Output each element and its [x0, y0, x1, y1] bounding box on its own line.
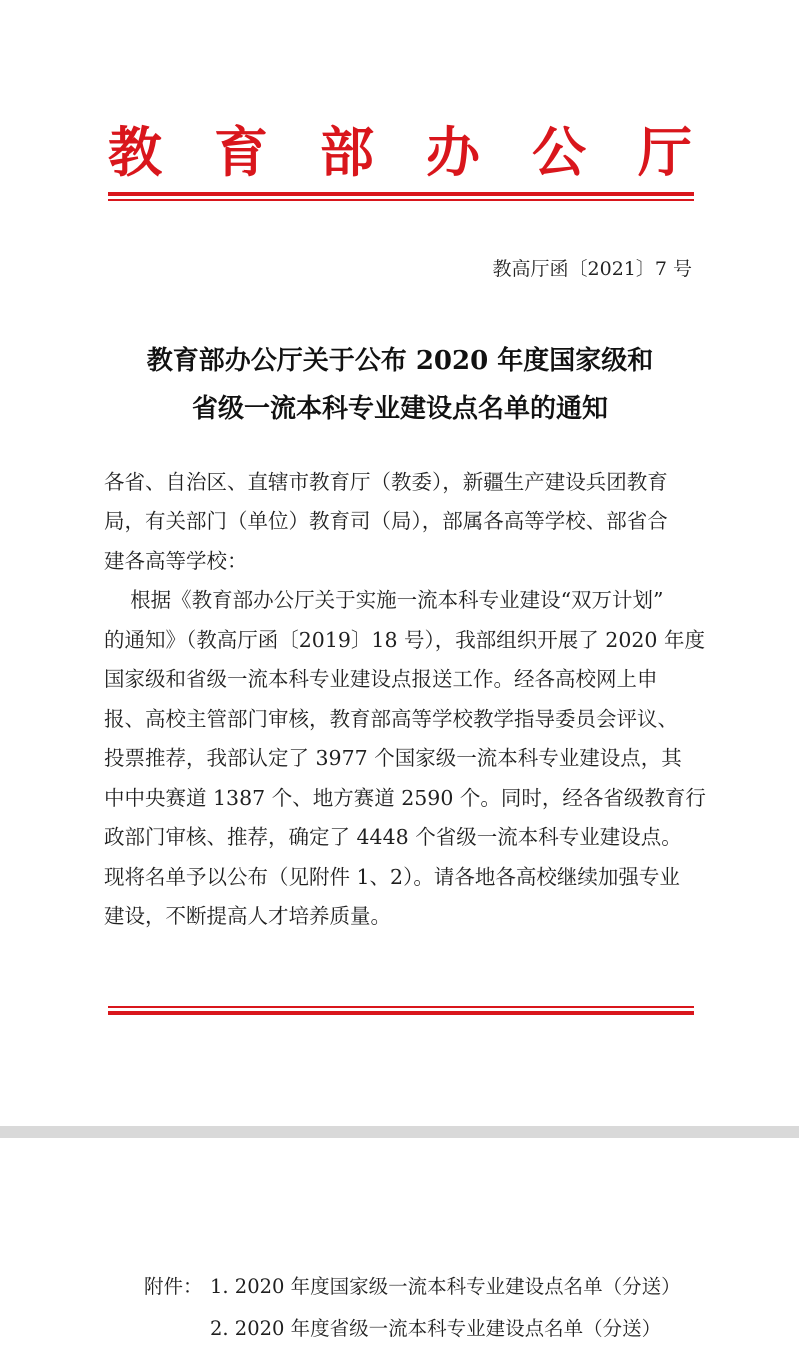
attachment-item: 2. 2020 年度省级一流本科专业建设点名单（分送） — [210, 1317, 662, 1340]
header-char: 教 — [108, 119, 162, 184]
attachment-item: 1. 2020 年度国家级一流本科专业建设点名单（分送） — [210, 1275, 681, 1298]
header-char: 公 — [532, 119, 586, 184]
document-number: 教高厅函〔2021〕7 号 — [492, 258, 692, 280]
body-line: 现将名单予以公布（见附件 1、2）。请各地各高校继续加强专业 — [104, 865, 680, 889]
document-page-2 — [0, 1138, 799, 1369]
footer-rule-thin — [108, 1006, 694, 1008]
notice-title-line-1: 教育部办公厅关于公布 2020 年度国家级和 — [146, 346, 654, 376]
body-line: 局，有关部门（单位）教育司（局），部属各高等学校、部省合 — [104, 509, 668, 533]
body-line: 国家级和省级一流本科专业建设点报送工作。经各高校网上申 — [104, 667, 658, 691]
header-char: 厅 — [638, 119, 692, 184]
header-rule-thin — [108, 199, 694, 201]
header-char: 育 — [214, 119, 268, 184]
body-line: 建设，不断提高人才培养质量。 — [104, 904, 391, 928]
body-line: 投票推荐，我部认定了 3977 个国家级一流本科专业建设点，其 — [104, 746, 682, 770]
body-line: 的通知》（教高厅函〔2019〕18 号），我部组织开展了 2020 年度 — [104, 628, 705, 652]
header-char: 部 — [320, 119, 374, 184]
notice-title-line-2: 省级一流本科专业建设点名单的通知 — [191, 394, 608, 424]
body-line: 政部门审核、推荐，确定了 4448 个省级一流本科专业建设点。 — [104, 825, 682, 849]
body-line: 建各高等学校： — [104, 549, 248, 573]
body-line: 各省、自治区、直辖市教育厅（教委），新疆生产建设兵团教育 — [104, 470, 668, 494]
body-line: 根据《教育部办公厅关于实施一流本科专业建设“双万计划” — [104, 588, 664, 612]
attachment-label: 附件： — [144, 1275, 203, 1298]
body-line: 报、高校主管部门审核，教育部高等学校教学指导委员会评议、 — [104, 707, 678, 731]
issuer-header — [100, 108, 700, 188]
page-separator — [0, 1126, 799, 1138]
footer-rule-thick — [108, 1011, 694, 1015]
header-rule-thick — [108, 192, 694, 196]
header-char: 办 — [426, 119, 480, 184]
body-line: 中中央赛道 1387 个、地方赛道 2590 个。同时，经各省级教育行 — [104, 786, 706, 810]
